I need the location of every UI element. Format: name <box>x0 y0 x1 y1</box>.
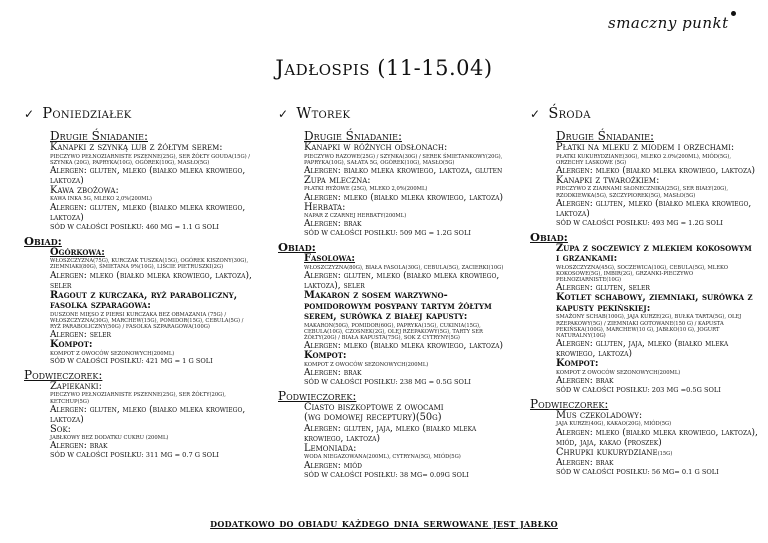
section-breakfast: Drugie Śniadanie: <box>304 129 402 143</box>
dish: Zupa z soczewicy z mlekiem kokosowym i grzankami: WŁOSZCZYZNA(45G), SOCZEWICA(10G), CEBULA(5G), MLEKO KOKOSOWE(5G), IMBIR(2G), GRZANKI-PIECZYWO PEŁNOZIARNISTE(10G) Alergen: gluten, seler Kotlet schabowy, ziemniaki, surówka z kapusty pekińskiej: SMAŻONY SCHAB(100G), JAJA KURZE(2G), BUŁKA TARTA(5G), OLEJ RZEPAKOWY(5G) / ZIEMNIAKI GOTOWANE(150 G) / KAPUSTA PEKIŃSKA(100G), MARCHEW(10 G), JABŁKO(10 G), JOGURT NATURALNY(10G) Alergen: gluten, jaja, mleko (białko mleka krowiego, laktoza) Kompot: KOMPOT Z OWOCÓW SEZONOWYCH(200ML) Alergen: brak SÓD W CAŁOŚCI POSIŁKU: 203 MG =0.5G SOLI <box>556 242 753 394</box>
dish: Mus czekoladowy: JAJA KURZE(40G), KAKAO(20G), MIÓD(5G) Alergen: mleko (białko mleka krowiego, laktoza), miód, jaja, kakao (proszek) Chrupki kukurydziane(15G) Alergen: brak SÓD W CAŁOŚCI POSIŁKU: 56 MG= 0.1 G SOLI <box>556 409 758 477</box>
dish: Kanapki z szynką lub z żółtym serem: PIECZYWO PEŁNOZIARNISTE PSZENNE(25G), SER ŻÓŁTY GOUDA(15G) / SZYNKA (20G), PAPRYKA(10G), OGÓREK(10G), MASŁO(5G) Alergen: gluten, mleko (białko mleka krowiego, laktoza) Kawa zbożowa: KAWA INKA 5G, MLEKO 2,0%(200ML) Alergen: gluten, mleko (białko mleka krowiego, laktoza) SÓD W CAŁOŚCI POSIŁKU: 460 MG = 1.1 G SOLI <box>50 142 251 231</box>
day-column-monday <box>24 106 252 459</box>
dish: Kanapki w różnych odsłonach: PIECZYWO RAZOWE(25G) / SZYNKA(30G) / SEREK ŚMIETANKOWY(20G), PAPRYKA(10G), SAŁATA 5G, OGÓREK(10G), MASŁO(5G) Alergen: białko mleka krowiego, laktoza, gluten Zupa mleczna: PŁATKI RYŻOWE (25G), MLEKO 2,0%(200ML) Alergen: mleko (białko mleka krowiego, laktoza) Herbata: NAPAR Z CZARNEJ HERBATY(200ML) Alergen: brak SÓD W CAŁOŚCI POSIŁKU: 509 MG = 1.2G SOLI <box>304 142 503 238</box>
check-icon: ✓ <box>530 107 541 121</box>
dish: Zapiekanki: PIECZYWO PEŁNOZIARNISTE PSZENNE(25G), SER ŻÓŁTY(20G), KETCHUP(5G) Alergen: gluten, mleko (białko mleka krowiego, laktoza) Sok: JABŁKOWY BEZ DODATKU CUKRU (200ML) Alergen: brak SÓD W CAŁOŚCI POSIŁKU: 311 MG = 0.7 G SOLI <box>50 380 246 460</box>
dish: Płatki na mleku z miodem i orzechami: PŁATKI KUKURYDZIANE(30G), MLEKO 2.0%(200ML), MIÓD(5G), ORZECHY LASKOWE (5G) Alergen: mleko (białko mleka krowiego, laktoza) Kanapki z twarożkiem: PIECZYWO Z ZIARNAMI SŁONECZNIKA(25G), SER BIAŁY(20G), RZODKIEWKA(5G), SZCZYPIOREK(5G), MASŁO(5G) Alergen: gluten, mleko (białko mleka krowiego, laktoza) SÓD W CAŁOŚCI POSIŁKU: 493 MG = 1.2G SOLI <box>556 142 755 227</box>
section-dinner: Obiad: <box>530 229 568 244</box>
dish: Ciasto biszkoptowe z owocami (wg domowej receptury)(50g) Alergen: gluten, jaja, mleko (białko mleka krowiego, laktoza) Lemoniada: WODA NIEGAZOWANA(200ML), CYTRYNA(5G), MIÓD(5G) Alergen: miód SÓD W CAŁOŚCI POSIŁKU: 38 MG= 0.09G SOLI <box>304 401 477 479</box>
section-breakfast: Drugie Śniadanie: <box>50 129 148 143</box>
check-icon: ✓ <box>278 107 289 121</box>
section-dinner: Obiad: <box>24 233 62 248</box>
dish: Fasolowa: WŁOSZCZYZNA(80G), BIAŁA FASOLA(30G), CEBULA(5G), ZACIERKI(10G) Alergen: gluten, mleko (białko mleka krowiego, laktoza), seler Makaron z sosem warzywno-pomidorowym posypany tartym żółtym serem, surówka z białej kapusty: MAKARON(50G), POMIDOR(60G), PAPRYKA(15G), CUKINIA(15G), CEBULA(10G), CZOSNEK(2G), OLEJ RZEPAKOWY(5G), TARTY SER ŻÓŁTY(20G) / BIAŁA KAPUSTA(75G), SOK Z CYTRYNY(5G) Alergen: mleko (białko mleka krowiego, laktoza) Kompot: KOMPOT Z OWOCÓW SEZONOWYCH(200ML) Alergen: brak SÓD W CAŁOŚCI POSIŁKU: 238 MG = 0.5G SOLI <box>304 253 504 386</box>
section-breakfast: Drugie Śniadanie: <box>556 129 654 143</box>
check-icon: ✓ <box>24 107 35 121</box>
page-title: Jadłospis (11-15.04) <box>275 56 493 80</box>
day-header: ✓ Poniedziałek <box>24 106 132 122</box>
brand-logo: smaczny punkt <box>608 14 729 32</box>
dish: Ogórkowa: WŁOSZCZYZNA(75G), KURCZAK TUSZKA(15G), OGÓREK KISZONY(30G), ZIEMNIAKI(80G), ŚMIETANA 9%(10G), LIŚCIE PIETRUSZKI(2G) Alergen: mleko (białko mleka krowiego, laktoza), seler Ragout z kurczaka, ryż paraboliczny, fasolka szparagowa: DUSZONE MIĘSO Z PIERSI KURCZAKA BEZ OBMAZANIA (75G) / WŁOSZCZYZNA(30G), MARCHEW(15G), POMIDOR(15G), CEBULA(5G) / RYŻ PARABOLICZNY(50G) / FASOLKA SZPARAGOWA(100G) Alergen: seler Kompot: KOMPOT Z OWOCÓW SEZONOWYCH(200ML) SÓD W CAŁOŚCI POSIŁKU: 421 MG = 1 G SOLI <box>50 246 252 365</box>
day-column-wednesday <box>530 106 758 476</box>
section-snack: Podwieczorek: <box>24 367 103 382</box>
section-dinner: Obiad: <box>278 240 316 255</box>
day-column-tuesday <box>278 106 506 479</box>
section-snack: Podwieczorek: <box>530 396 609 411</box>
day-header: ✓ Środa <box>530 106 591 122</box>
day-header: ✓ Wtorek <box>278 106 351 122</box>
footer-note: dodatkowo do obiadu każdego dnia serwowane jest jabłko <box>210 516 558 530</box>
section-snack: Podwieczorek: <box>278 388 357 403</box>
